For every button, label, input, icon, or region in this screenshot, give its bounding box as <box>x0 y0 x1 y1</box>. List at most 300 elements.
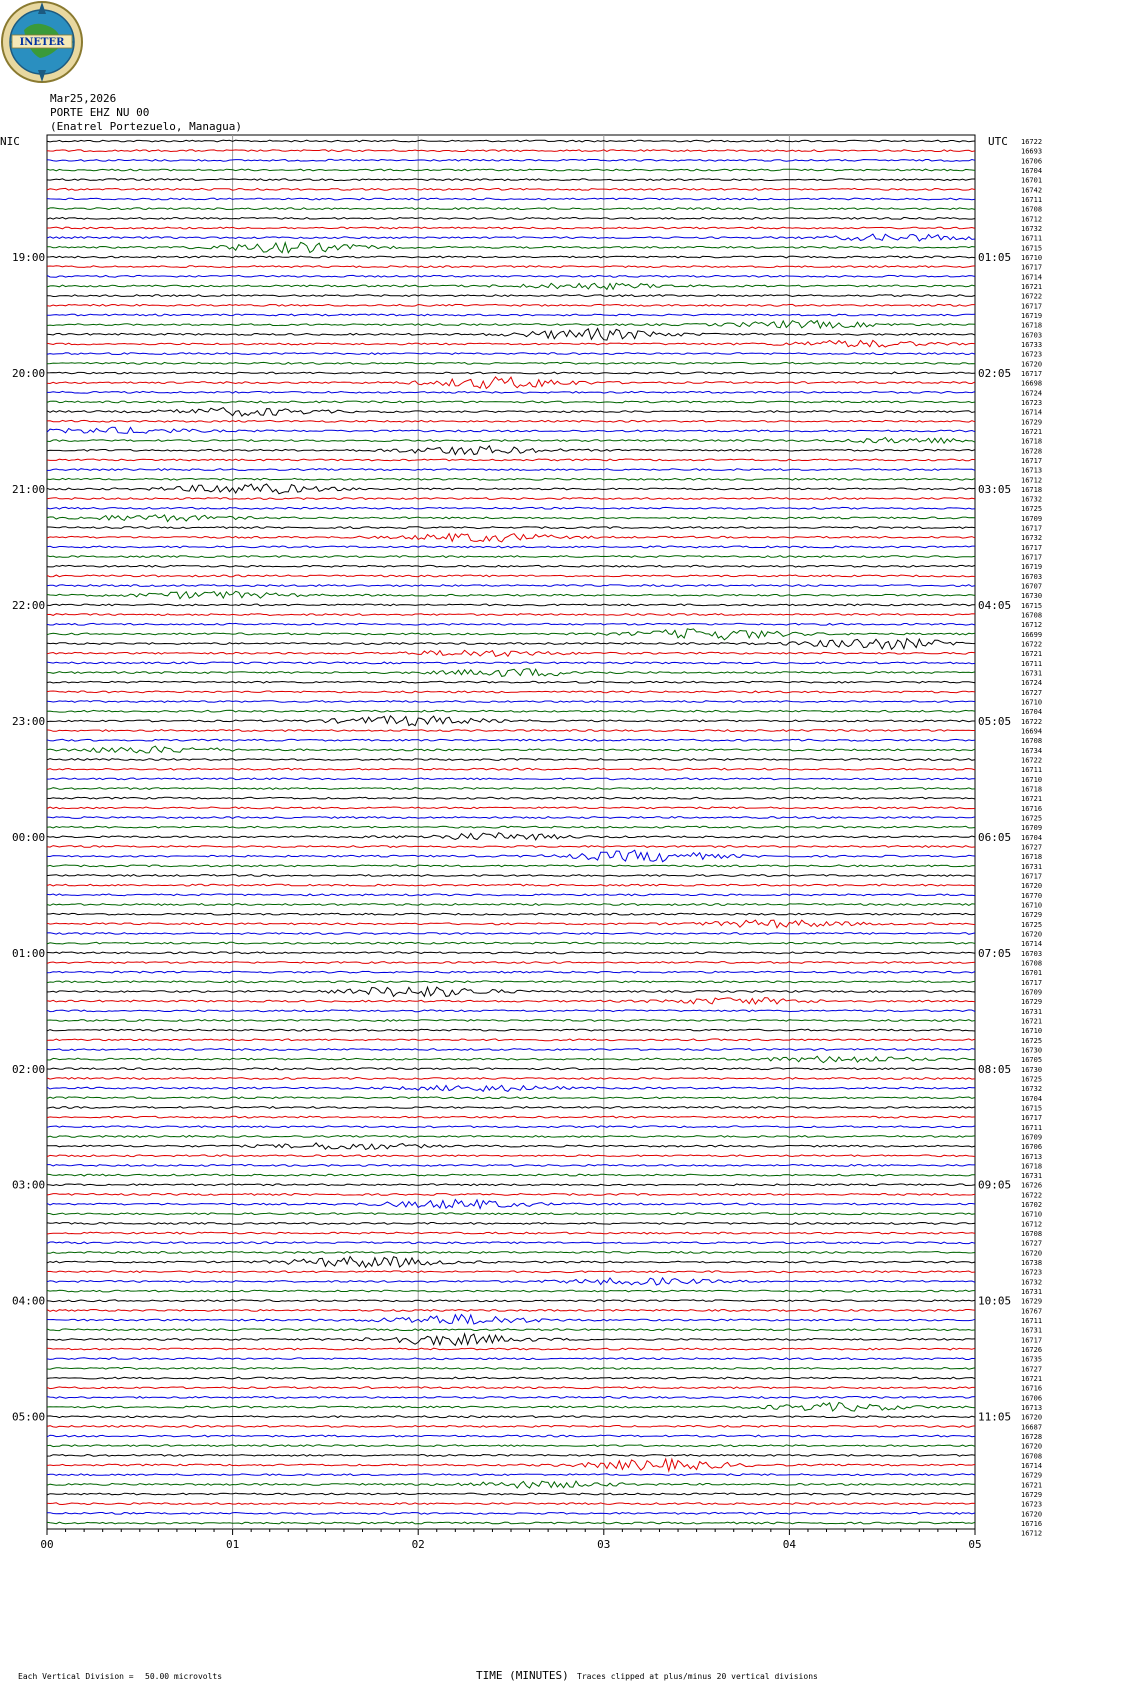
seismic-trace <box>47 639 975 650</box>
seismic-trace <box>47 484 975 494</box>
seismic-trace <box>47 998 975 1005</box>
trace-value-label: 16721 <box>1021 1481 1043 1490</box>
trace-value-label: 16731 <box>1021 1326 1043 1335</box>
footer-scale-label: Each Vertical Division = <box>18 1672 134 1681</box>
trace-value-label: 16735 <box>1021 1355 1043 1364</box>
trace-value-label: 16698 <box>1021 379 1043 388</box>
trace-value-label: 16729 <box>1021 1491 1043 1500</box>
seismic-trace <box>47 875 975 877</box>
trace-value-label: 16714 <box>1021 408 1043 417</box>
right-hour-label: 03:05 <box>978 482 1012 496</box>
seismic-trace <box>47 716 975 726</box>
seismic-trace <box>47 1020 975 1022</box>
x-tick-label: 02 <box>411 1538 425 1551</box>
trace-value-label: 16710 <box>1021 1210 1043 1219</box>
seismic-trace <box>47 1257 975 1268</box>
seismic-trace <box>47 1290 975 1292</box>
trace-value-label: 16717 <box>1021 524 1043 533</box>
trace-value-label: 16727 <box>1021 688 1043 697</box>
trace-value-label: 16723 <box>1021 398 1043 407</box>
seismic-trace <box>47 669 975 677</box>
seismic-trace <box>47 1097 975 1099</box>
seismic-trace <box>47 710 975 712</box>
left-hour-label: 22:00 <box>12 598 46 612</box>
seismic-trace <box>47 140 975 142</box>
trace-value-label: 16731 <box>1021 1007 1043 1016</box>
trace-value-label: 16717 <box>1021 978 1043 987</box>
seismic-trace <box>47 314 975 316</box>
trace-value-label: 16730 <box>1021 1046 1043 1055</box>
trace-value-label: 16712 <box>1021 1220 1043 1229</box>
seismic-trace <box>47 846 975 848</box>
trace-value-label: 16767 <box>1021 1307 1043 1316</box>
seismic-trace <box>47 478 975 480</box>
trace-value-label: 16714 <box>1021 1462 1043 1471</box>
left-hour-label: 04:00 <box>12 1294 46 1308</box>
right-trace-values <box>1021 138 1042 1538</box>
trace-value-label: 16714 <box>1021 940 1043 949</box>
seismic-trace <box>47 904 975 906</box>
seismic-trace <box>47 1315 975 1325</box>
trace-value-label: 16718 <box>1021 485 1043 494</box>
seismic-trace <box>47 730 975 732</box>
trace-value-label: 16732 <box>1021 1085 1043 1094</box>
trace-value-label: 16720 <box>1021 360 1043 369</box>
trace-value-label: 16713 <box>1021 466 1043 475</box>
seismic-trace <box>47 850 975 862</box>
trace-value-label: 16727 <box>1021 843 1043 852</box>
trace-value-label: 16718 <box>1021 785 1043 794</box>
trace-value-label: 16722 <box>1021 717 1043 726</box>
seismic-trace <box>47 408 975 417</box>
trace-value-label: 16723 <box>1021 1500 1043 1509</box>
seismic-trace <box>47 920 975 928</box>
trace-value-label: 16732 <box>1021 534 1043 543</box>
seismic-trace <box>47 498 975 500</box>
seismic-trace <box>47 556 975 558</box>
trace-value-label: 16711 <box>1021 1317 1043 1326</box>
trace-value-label: 16733 <box>1021 340 1043 349</box>
trace-value-label: 16731 <box>1021 669 1043 678</box>
trace-value-label: 16702 <box>1021 1201 1043 1210</box>
trace-value-label: 16710 <box>1021 775 1043 784</box>
seismic-trace <box>47 1165 975 1167</box>
seismic-trace <box>47 1329 975 1331</box>
seismic-trace <box>47 150 975 152</box>
trace-value-label: 16711 <box>1021 659 1043 668</box>
seismic-trace <box>47 962 975 964</box>
trace-value-label: 16706 <box>1021 1143 1043 1152</box>
trace-value-label: 16712 <box>1021 1529 1043 1538</box>
trace-value-label: 16729 <box>1021 911 1043 920</box>
trace-value-label: 16706 <box>1021 1394 1043 1403</box>
trace-value-label: 16710 <box>1021 698 1043 707</box>
left-hour-label: 21:00 <box>12 482 46 496</box>
trace-value-label: 16732 <box>1021 495 1043 504</box>
seismic-trace <box>47 1252 975 1254</box>
trace-value-label: 16708 <box>1021 611 1043 620</box>
seismic-trace <box>47 507 975 509</box>
trace-value-label: 16718 <box>1021 437 1043 446</box>
header-date: Mar25,2026 <box>50 92 117 105</box>
right-hour-label: 02:05 <box>978 366 1012 380</box>
seismic-trace <box>47 797 975 799</box>
trace-value-label: 16716 <box>1021 1520 1043 1528</box>
seismic-trace <box>47 217 975 219</box>
trace-value-label: 16711 <box>1021 195 1043 204</box>
seismic-trace <box>47 894 975 896</box>
right-timezone-label: UTC <box>988 135 1008 148</box>
seismic-trace <box>47 739 975 741</box>
seismic-trace <box>47 865 975 867</box>
seismic-trace <box>47 807 975 809</box>
trace-value-label: 16716 <box>1021 804 1043 813</box>
seismic-trace <box>47 1474 975 1476</box>
trace-value-label: 16731 <box>1021 1288 1043 1297</box>
trace-value-label: 16711 <box>1021 766 1043 775</box>
seismic-trace <box>47 604 975 606</box>
seismic-trace <box>47 1426 975 1428</box>
seismic-trace <box>47 459 975 461</box>
trace-value-label: 16722 <box>1021 1191 1043 1200</box>
seismic-trace <box>47 1455 975 1457</box>
trace-value-label: 16722 <box>1021 292 1043 301</box>
seismic-trace <box>47 340 975 347</box>
seismic-trace <box>47 1403 975 1412</box>
seismic-trace <box>47 691 975 693</box>
trace-value-label: 16725 <box>1021 1036 1043 1045</box>
seismic-trace <box>47 1271 975 1273</box>
trace-value-label: 16707 <box>1021 582 1043 591</box>
trace-value-label: 16704 <box>1021 708 1043 717</box>
seismic-trace <box>47 768 975 770</box>
trace-value-label: 16727 <box>1021 1365 1043 1374</box>
seismic-trace <box>47 1174 975 1176</box>
seismic-trace <box>47 1078 975 1080</box>
logo-text: INETER <box>19 37 65 48</box>
seismic-trace <box>47 527 975 529</box>
left-timezone-label: NIC <box>0 135 20 148</box>
trace-value-label: 16720 <box>1021 930 1043 939</box>
seismic-trace <box>47 1085 975 1091</box>
trace-value-label: 16712 <box>1021 476 1043 485</box>
trace-value-label: 16717 <box>1021 263 1043 272</box>
seismic-trace <box>47 1039 975 1041</box>
seismic-trace <box>47 585 975 587</box>
trace-value-label: 16694 <box>1021 727 1043 736</box>
seismic-trace <box>47 1522 975 1524</box>
seismic-trace <box>47 391 975 393</box>
header-station: PORTE EHZ NU 00 <box>50 106 150 119</box>
right-hour-label: 04:05 <box>978 598 1012 612</box>
trace-value-label: 16718 <box>1021 1162 1043 1171</box>
seismic-trace <box>47 833 975 840</box>
trace-value-label: 16708 <box>1021 1230 1043 1239</box>
seismic-trace <box>47 1116 975 1118</box>
seismic-trace <box>47 884 975 886</box>
seismic-trace <box>47 515 975 522</box>
trace-value-label: 16722 <box>1021 138 1043 146</box>
trace-value-label: 16712 <box>1021 215 1043 224</box>
seismic-trace <box>47 256 975 258</box>
seismic-trace <box>47 1223 975 1225</box>
trace-value-label: 16726 <box>1021 1181 1043 1190</box>
trace-value-label: 16720 <box>1021 1510 1043 1519</box>
trace-value-label: 16722 <box>1021 756 1043 765</box>
seismic-trace <box>47 662 975 664</box>
seismic-trace <box>47 952 975 954</box>
trace-value-label: 16725 <box>1021 814 1043 823</box>
seismic-trace <box>47 942 975 944</box>
trace-value-label: 16709 <box>1021 824 1043 833</box>
seismic-trace <box>47 614 975 616</box>
trace-value-label: 16721 <box>1021 1017 1043 1026</box>
seismic-trace <box>47 1049 975 1051</box>
trace-group <box>47 140 975 1524</box>
seismic-trace <box>47 1200 975 1209</box>
seismic-trace <box>47 328 975 340</box>
seismic-trace <box>47 1126 975 1128</box>
trace-value-label: 16720 <box>1021 1442 1043 1451</box>
left-hour-label: 01:00 <box>12 946 46 960</box>
trace-value-label: 16711 <box>1021 1123 1043 1132</box>
right-hour-label: 05:05 <box>978 714 1012 728</box>
seismic-trace <box>47 353 975 355</box>
seismic-trace <box>47 1278 975 1285</box>
seismic-trace <box>47 179 975 181</box>
trace-value-label: 16704 <box>1021 1094 1043 1103</box>
trace-value-label: 16712 <box>1021 621 1043 630</box>
x-tick-label: 05 <box>968 1538 982 1551</box>
right-hour-label: 11:05 <box>978 1410 1012 1424</box>
trace-value-label: 16699 <box>1021 630 1043 639</box>
seismic-trace <box>47 1377 975 1379</box>
trace-value-label: 16723 <box>1021 1268 1043 1277</box>
trace-value-label: 16720 <box>1021 882 1043 891</box>
seismic-trace <box>47 227 975 229</box>
footer-clip-note: Traces clipped at plus/minus 20 vertical divisions <box>577 1672 818 1681</box>
x-axis-label: TIME (MINUTES) <box>476 1669 569 1682</box>
seismic-trace <box>47 159 975 161</box>
seismic-trace <box>47 1300 975 1302</box>
trace-value-label: 16709 <box>1021 514 1043 523</box>
seismic-trace <box>47 283 975 289</box>
seismic-trace <box>47 788 975 790</box>
seismic-trace <box>47 1242 975 1244</box>
seismic-trace <box>47 650 975 656</box>
seismic-trace <box>47 1445 975 1447</box>
seismic-trace <box>47 1503 975 1505</box>
trace-value-label: 16703 <box>1021 331 1043 340</box>
seismic-trace <box>47 1143 975 1150</box>
seismic-trace <box>47 913 975 915</box>
x-tick-label: 01 <box>225 1538 240 1551</box>
seismic-trace <box>47 1348 975 1350</box>
trace-value-label: 16728 <box>1021 1433 1043 1442</box>
seismic-trace <box>47 746 975 753</box>
trace-value-label: 16715 <box>1021 244 1043 253</box>
trace-value-label: 16729 <box>1021 998 1043 1007</box>
trace-value-label: 16714 <box>1021 273 1043 282</box>
seismic-trace <box>47 701 975 703</box>
trace-value-label: 16723 <box>1021 350 1043 359</box>
trace-value-label: 16708 <box>1021 959 1043 968</box>
seismic-trace <box>47 1334 975 1346</box>
trace-value-label: 16715 <box>1021 1104 1043 1113</box>
seismic-trace <box>47 446 975 455</box>
trace-value-label: 16717 <box>1021 456 1043 465</box>
left-hour-label: 20:00 <box>12 366 46 380</box>
trace-value-label: 16708 <box>1021 737 1043 746</box>
seismic-trace <box>47 778 975 780</box>
seismic-trace <box>47 188 975 190</box>
trace-value-label: 16729 <box>1021 1471 1043 1480</box>
trace-value-label: 16722 <box>1021 640 1043 649</box>
trace-value-label: 16731 <box>1021 862 1043 871</box>
left-hour-label: 00:00 <box>12 830 46 844</box>
seismic-trace <box>47 987 975 996</box>
trace-value-label: 16728 <box>1021 447 1043 456</box>
seismic-trace <box>47 1387 975 1389</box>
trace-value-label: 16717 <box>1021 543 1043 552</box>
trace-value-label: 16717 <box>1021 302 1043 311</box>
left-hour-labels <box>12 251 45 1424</box>
seismic-trace <box>47 933 975 935</box>
seismic-trace <box>47 1416 975 1418</box>
left-hour-label: 23:00 <box>12 714 46 728</box>
seismic-trace <box>47 304 975 306</box>
seismic-trace <box>47 1368 975 1370</box>
trace-value-label: 16703 <box>1021 572 1043 581</box>
seismic-trace <box>47 534 975 542</box>
trace-value-label: 16717 <box>1021 1336 1043 1345</box>
trace-value-label: 16720 <box>1021 1249 1043 1258</box>
right-hour-label: 06:05 <box>978 830 1012 844</box>
footer-scale-value: 50.00 microvolts <box>145 1672 223 1681</box>
seismic-trace <box>47 591 975 598</box>
trace-value-label: 16721 <box>1021 427 1043 436</box>
seismic-trace <box>47 681 975 683</box>
trace-value-label: 16718 <box>1021 853 1043 862</box>
trace-value-label: 16725 <box>1021 1075 1043 1084</box>
trace-value-label: 16704 <box>1021 833 1043 842</box>
trace-value-label: 16730 <box>1021 592 1043 601</box>
trace-value-label: 16701 <box>1021 176 1043 185</box>
trace-value-label: 16725 <box>1021 920 1043 929</box>
trace-value-label: 16729 <box>1021 1297 1043 1306</box>
trace-value-label: 16717 <box>1021 872 1043 881</box>
trace-value-label: 16727 <box>1021 1239 1043 1248</box>
seismic-trace <box>47 401 975 403</box>
trace-value-label: 16719 <box>1021 311 1043 320</box>
trace-value-label: 16721 <box>1021 795 1043 804</box>
trace-value-label: 16704 <box>1021 166 1043 175</box>
seismic-trace <box>47 362 975 364</box>
trace-value-label: 16770 <box>1021 891 1043 900</box>
trace-value-label: 16721 <box>1021 282 1043 291</box>
left-hour-label: 05:00 <box>12 1410 46 1424</box>
left-hour-label: 19:00 <box>12 250 46 264</box>
right-hour-label: 01:05 <box>978 250 1012 264</box>
seismic-trace <box>47 275 975 277</box>
trace-value-label: 16717 <box>1021 369 1043 378</box>
trace-value-label: 16731 <box>1021 1172 1043 1181</box>
trace-value-label: 16709 <box>1021 988 1043 997</box>
seismic-trace <box>47 546 975 548</box>
seismic-trace <box>47 629 975 640</box>
trace-value-label: 16710 <box>1021 1027 1043 1036</box>
trace-value-label: 16720 <box>1021 1413 1043 1422</box>
trace-value-label: 16706 <box>1021 157 1043 166</box>
seismic-trace <box>47 565 975 567</box>
seismic-trace <box>47 1493 975 1495</box>
seismic-trace <box>47 427 975 433</box>
trace-value-label: 16724 <box>1021 389 1043 398</box>
trace-value-label: 16742 <box>1021 186 1043 195</box>
trace-value-label: 16715 <box>1021 601 1043 610</box>
right-hour-label: 08:05 <box>978 1062 1012 1076</box>
trace-value-label: 16711 <box>1021 234 1043 243</box>
left-hour-label: 02:00 <box>12 1062 46 1076</box>
trace-value-label: 16717 <box>1021 1114 1043 1123</box>
right-hour-labels <box>978 251 1011 1424</box>
x-axis-ticks <box>40 1529 981 1551</box>
seismic-trace <box>47 377 975 389</box>
seismic-trace <box>47 1459 975 1471</box>
right-hour-label: 09:05 <box>978 1178 1012 1192</box>
seismic-trace <box>47 266 975 268</box>
seismic-trace <box>47 469 975 471</box>
seismic-trace <box>47 1184 975 1186</box>
trace-value-label: 16732 <box>1021 1278 1043 1287</box>
seismic-trace <box>47 1056 975 1062</box>
seismic-trace <box>47 1481 975 1488</box>
seismic-trace <box>47 1010 975 1012</box>
seismic-trace <box>47 1232 975 1234</box>
trace-value-label: 16724 <box>1021 679 1043 688</box>
trace-value-label: 16734 <box>1021 746 1043 755</box>
seismic-trace <box>47 759 975 761</box>
trace-value-label: 16721 <box>1021 650 1043 659</box>
trace-value-label: 16719 <box>1021 563 1043 572</box>
right-hour-label: 07:05 <box>978 946 1012 960</box>
seismic-trace <box>47 1194 975 1196</box>
trace-value-label: 16730 <box>1021 1065 1043 1074</box>
seismic-trace <box>47 372 975 374</box>
trace-value-label: 16732 <box>1021 224 1043 233</box>
seismic-trace <box>47 575 975 577</box>
seismic-trace <box>47 1435 975 1437</box>
trace-value-label: 16701 <box>1021 969 1043 978</box>
seismic-trace <box>47 971 975 973</box>
trace-value-label: 16703 <box>1021 949 1043 958</box>
seismic-trace <box>47 208 975 210</box>
trace-value-label: 16710 <box>1021 253 1043 262</box>
header-location: (Enatrel Portezuelo, Managua) <box>50 120 243 133</box>
trace-value-label: 16716 <box>1021 1384 1043 1393</box>
seismic-trace <box>47 321 975 329</box>
seismic-trace <box>47 1397 975 1399</box>
seismic-trace <box>47 1310 975 1312</box>
seismic-trace <box>47 817 975 819</box>
seismic-trace <box>47 420 975 422</box>
trace-value-label: 16717 <box>1021 553 1043 562</box>
seismic-trace <box>47 234 975 241</box>
trace-value-label: 16693 <box>1021 147 1043 156</box>
seismic-trace <box>47 623 975 625</box>
seismic-trace <box>47 1358 975 1360</box>
trace-value-label: 16725 <box>1021 505 1043 514</box>
